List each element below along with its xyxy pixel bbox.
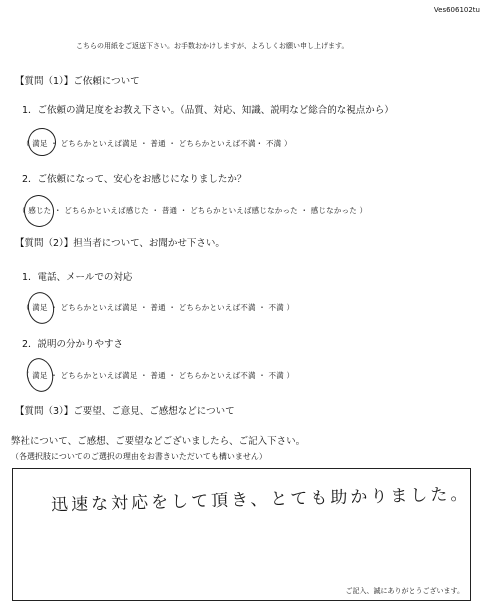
- q1-item2-options: （ 感じた ・ どちらかといえば感じた ・ 普通 ・ どちらかといえば感じなかった ・ 感じなかった ）: [18, 206, 368, 215]
- q2-item1-question: 1．電話、メールでの対応: [22, 272, 133, 283]
- q2-item2-selection-mark: [24, 356, 57, 395]
- q1-item1-question: 1．ご依頼の満足度をお教え下さい。（品質、対応、知識、説明など総合的な視点から）: [22, 105, 394, 116]
- q1-item1-selection-mark: [25, 125, 58, 158]
- q1-item2-selection-mark: [21, 192, 57, 230]
- q2-item1-options: （ 満足 ・ どちらかといえば満足 ・ 普通 ・ どちらかといえば不満 ・ 不満 ）: [22, 303, 295, 312]
- q2-heading: 【質問（2）】担当者について、お聞かせ下さい。: [15, 238, 225, 249]
- q3-note: （各選択肢についてのご選択の理由をお書きいただいても構いません）: [11, 452, 267, 461]
- document-id: Ves606102tu: [433, 6, 480, 14]
- q3-prompt: 弊社について、ご感想、ご要望などございましたら、ご記入下さい。: [11, 436, 306, 447]
- q2-item2-options: （ 満足 ・ どちらかといえば満足 ・ 普通 ・ どちらかといえば不満 ・ 不満 ）: [22, 371, 295, 380]
- q3-heading: 【質問（3）】ご要望、ご意見、ご感想などについて: [15, 406, 235, 417]
- q1-item1-options: （ 満足 ・ どちらかといえば満足 ・ 普通 ・ どちらかといえば不満・ 不満 ）: [22, 139, 292, 148]
- comment-box: [12, 468, 471, 601]
- q2-item1-selection-mark: [25, 290, 57, 327]
- q1-item2-question: 2．ご依頼になって、安心をお感じになりましたか？: [22, 174, 247, 185]
- q1-heading: 【質問（1）】ご依頼について: [15, 76, 140, 87]
- intro-text: こちらの用紙をご返送下さい。お手数おかけしますが、よろしくお願い申し上げます。: [76, 42, 349, 50]
- q2-item2-question: 2．説明の分かりやすさ: [22, 339, 124, 350]
- thanks-text: ご記入、誠にありがとうございます。: [345, 587, 464, 595]
- handwritten-comment: 迅速な対応をして頂き、とても助かりました。: [50, 484, 471, 516]
